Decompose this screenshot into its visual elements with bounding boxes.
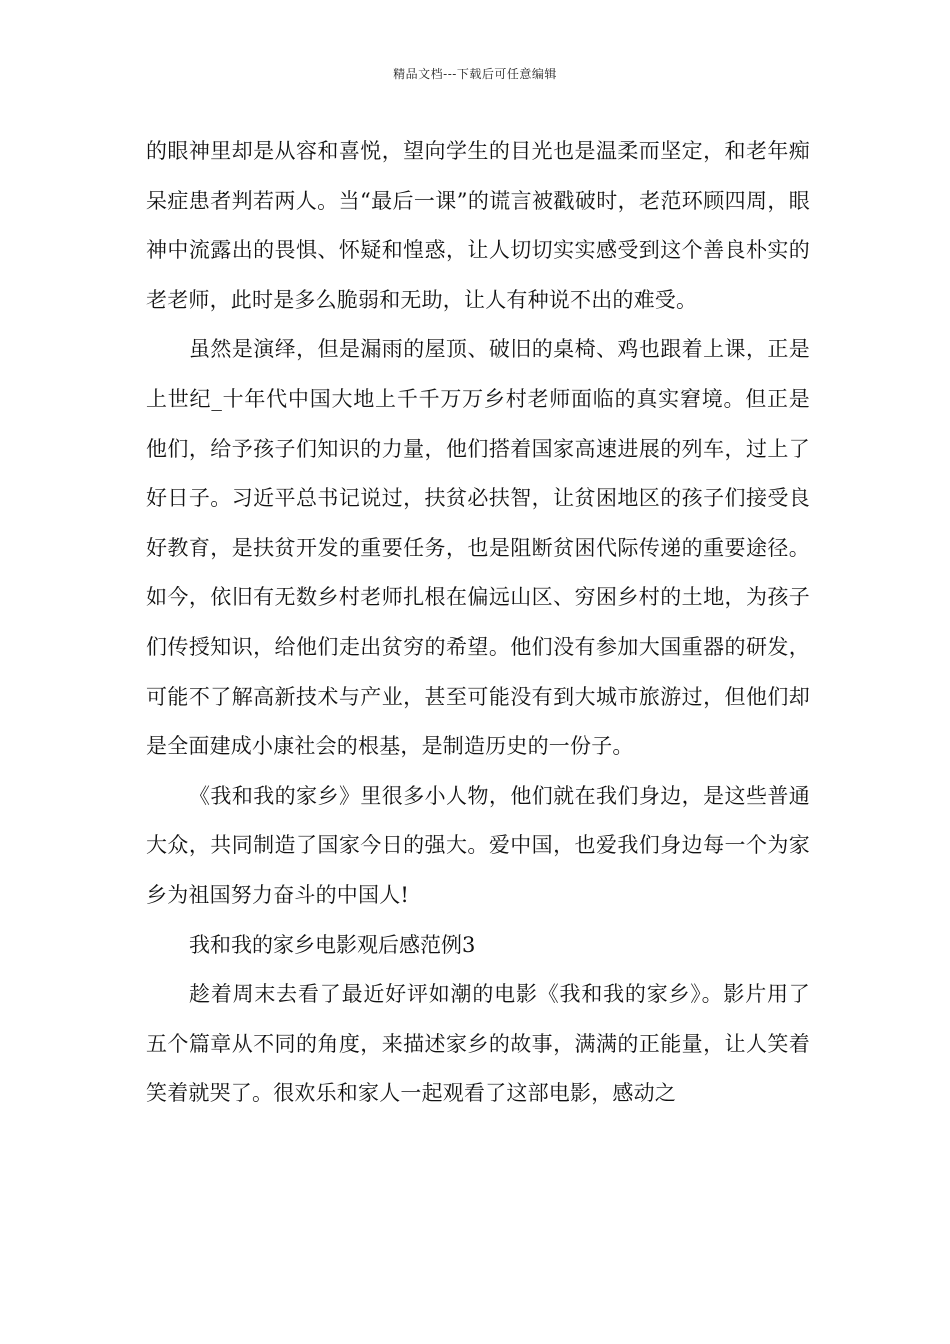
paragraph-weekend-movie: 趁着周末去看了最近好评如潮的电影《我和我的家乡》。影片用了五个篇章从不同的角度，来描述家乡的故事，满满的正能量，让人笑着笑着就哭了。很欢乐和家人一起观看了这部电影，感动之 [146, 982, 810, 1106]
document-body [146, 127, 810, 1119]
paragraph-continuation: 的眼神里却是从容和喜悦，望向学生的目光也是温柔而坚定，和老年痴呆症患者判若两人。当“最后一课”的谎言被戳破时，老范环顾四周，眼神中流露出的畏惧、怀疑和惶惑，让人切切实实感受到这个善良朴实的老老师，此时是多么脆弱和无助，让人有种说不出的难受。 [146, 139, 810, 312]
paragraph-ordinary-people: 《我和我的家乡》里很多小人物，他们就在我们身边，是这些普通大众，共同制造了国家今日的强大。爱中国，也爱我们身边每一个为家乡为祖国努力奋斗的中国人! [146, 783, 810, 907]
page-header: 精品文档---下载后可任意编辑 [393, 67, 557, 81]
paragraph-rural-teachers: 虽然是演绎，但是漏雨的屋顶、破旧的桌椅、鸡也跟着上课，正是上世纪_十年代中国大地上千千万万乡村老师面临的真实窘境。但正是他们，给予孩子们知识的力量，他们搭着国家高速进展的列车，过上了好日子。习近平总书记说过，扶贫必扶智，让贫困地区的孩子们接受良好教育，是扶贫开发的重要任务，也是阻断贫困代际传递的重要途径。如今，依旧有无数乡村老师扎根在偏远山区、穷困乡村的土地，为孩子们传授知识，给他们走出贫穷的希望。他们没有参加大国重器的研发，可能不了解高新技术与产业，甚至可能没有到大城市旅游过，但他们却是全面建成小康社会的根基，是制造历史的一份子。 [146, 337, 810, 759]
section-heading: 我和我的家乡电影观后感范例3 [189, 932, 476, 957]
